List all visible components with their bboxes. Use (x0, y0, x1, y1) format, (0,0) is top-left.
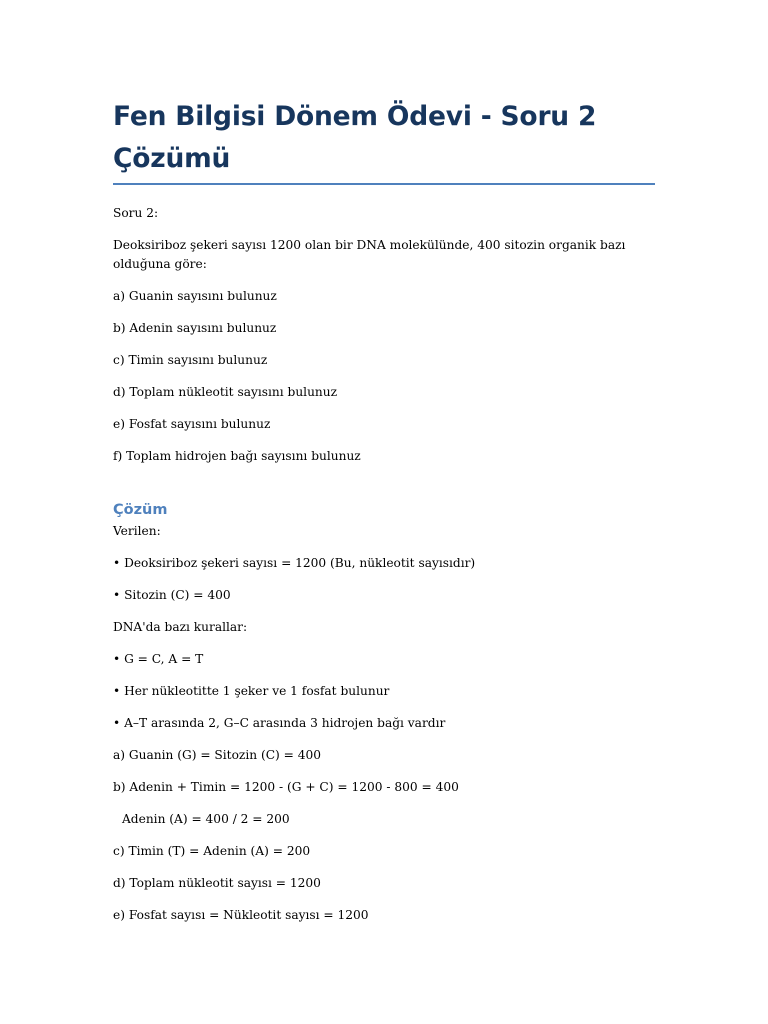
rule-item: • Her nükleotitte 1 şeker ve 1 fosfat bulunur (113, 684, 390, 698)
answer-c: c) Timin (T) = Adenin (A) = 200 (113, 844, 311, 858)
answer-e: e) Fosfat sayısı = Nükleotit sayısı = 1200 (113, 908, 369, 922)
rule-item: • G = C, A = T (113, 652, 204, 666)
question-item-f: f) Toplam hidrojen bağı sayısını bulunuz (113, 449, 361, 463)
title-line-1: Fen Bilgisi Dönem Ödevi - Soru 2 (113, 101, 597, 132)
document-title (113, 96, 655, 180)
given-item: • Sitozin (C) = 400 (113, 588, 231, 602)
document-page (113, 96, 655, 925)
answer-b-sub: Adenin (A) = 400 / 2 = 200 (122, 812, 290, 826)
title-line-2: Çözümü (113, 143, 231, 174)
title-underline (113, 183, 655, 185)
question-text-line-2: olduğuna göre: (113, 257, 207, 271)
question-label: Soru 2: (113, 206, 159, 220)
given-label: Verilen: (113, 524, 161, 538)
rules-label: DNA'da bazı kurallar: (113, 620, 248, 634)
question-item-e: e) Fosfat sayısını bulunuz (113, 417, 271, 431)
question-text (113, 236, 655, 274)
solution-heading: Çözüm (113, 502, 168, 518)
question-item-d: d) Toplam nükleotit sayısını bulunuz (113, 385, 338, 399)
given-item: • Deoksiriboz şekeri sayısı = 1200 (Bu, nükleotit sayısıdır) (113, 556, 476, 570)
question-item-b: b) Adenin sayısını bulunuz (113, 321, 277, 335)
question-item-a: a) Guanin sayısını bulunuz (113, 289, 277, 303)
answer-b: b) Adenin + Timin = 1200 - (G + C) = 1200 - 800 = 400 (113, 780, 459, 794)
answer-a: a) Guanin (G) = Sitozin (C) = 400 (113, 748, 322, 762)
question-item-c: c) Timin sayısını bulunuz (113, 353, 268, 367)
answer-d: d) Toplam nükleotit sayısı = 1200 (113, 876, 321, 890)
question-text-line-1: Deoksiriboz şekeri sayısı 1200 olan bir DNA molekülünde, 400 sitozin organik bazı (113, 238, 626, 252)
rule-item: • A–T arasında 2, G–C arasında 3 hidrojen bağı vardır (113, 716, 446, 730)
